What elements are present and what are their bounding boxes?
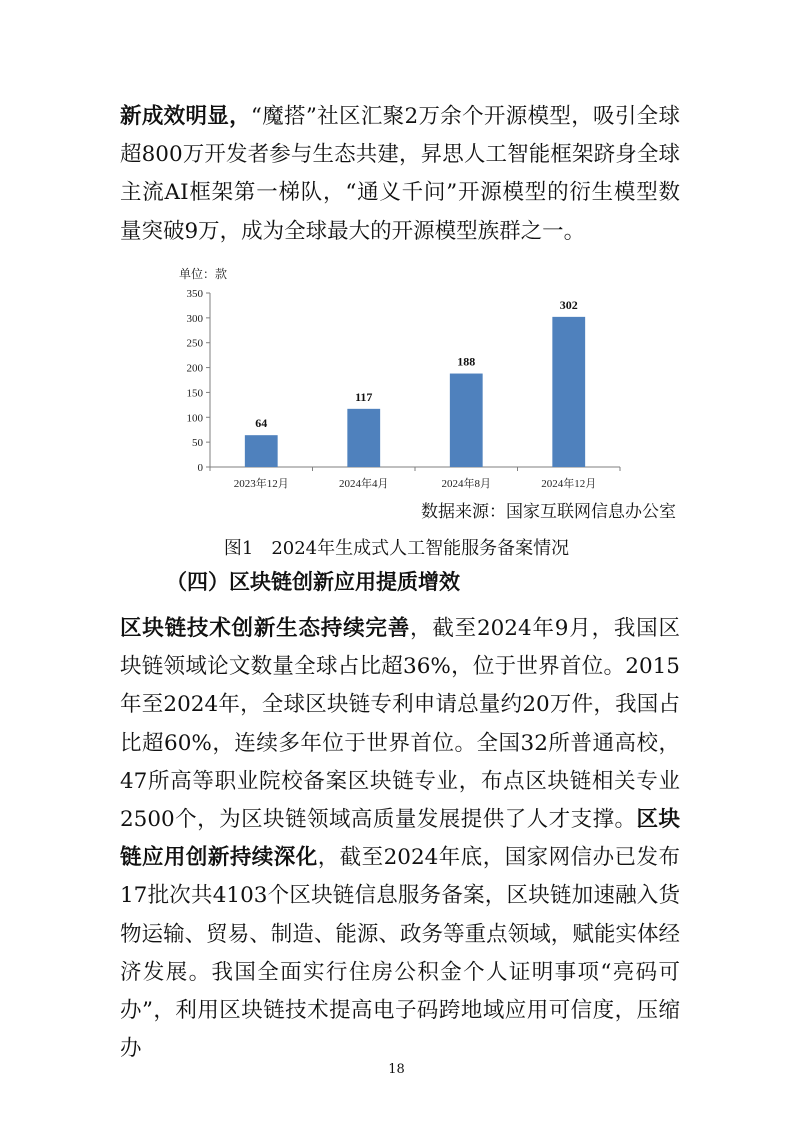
intro-paragraph bbox=[120, 98, 680, 251]
x-category-label-4: 2024年12月 bbox=[541, 478, 597, 490]
x-category-label-3: 2024年8月 bbox=[441, 478, 491, 490]
blockchain-paragraph bbox=[120, 610, 680, 1068]
y-tick-label: 100 bbox=[186, 412, 203, 425]
blockchain-lead-bold-2: 区块链应用创新持续深化 bbox=[120, 807, 680, 871]
bar-1 bbox=[245, 435, 278, 467]
chart-source: 数据来源：国家互联网信息办公室 bbox=[421, 502, 676, 522]
figure-number: 图1 bbox=[223, 538, 254, 559]
y-tick-label: 250 bbox=[186, 337, 203, 350]
bar-chart-svg bbox=[175, 262, 635, 502]
x-category-label-1: 2023年12月 bbox=[233, 478, 289, 490]
blockchain-text-2: ，截至2024年底，国家网信办已发布17批次共4103个区块链信息服务备案，区块链加速融入货物运输、贸易、制造、能源、政务等重点领域，赋能实体经济发展。我国全面实行住房公积金个人证明事项“亮码可办”，利用区块链技术提高电子码跨地域应用可信度，压缩办 bbox=[120, 845, 680, 1062]
y-tick-label: 350 bbox=[186, 288, 203, 300]
data-label-2: 117 bbox=[355, 389, 373, 404]
bar-2 bbox=[347, 409, 380, 467]
blockchain-text-1: ，截至2024年9月，我国区块链领域论文数量全球占比超36%，位于世界首位。2015年至2024年，全球区块链专利申请总量约20万件，我国占比超60%，连续多年位于世界首位。全国32所普通高校，47所高等职业院校备案区块链专业，布点区块链相关专业2500个，为区块链领域高质量发展提供了人才支撑。 bbox=[120, 616, 680, 833]
figure-caption bbox=[0, 536, 793, 562]
data-label-4: 302 bbox=[559, 297, 578, 312]
figure-title: 2024年生成式人工智能服务备案情况 bbox=[271, 538, 570, 559]
y-tick-label: 150 bbox=[186, 387, 203, 400]
x-category-label-2: 2024年4月 bbox=[339, 478, 389, 490]
y-tick-label: 300 bbox=[186, 312, 203, 325]
y-tick-label: 200 bbox=[186, 362, 203, 375]
chart-unit-label: 单位：款 bbox=[179, 267, 228, 281]
blockchain-lead-bold-1: 区块链技术创新生态持续完善 bbox=[120, 616, 411, 641]
data-label-3: 188 bbox=[457, 354, 476, 369]
data-label-1: 64 bbox=[255, 416, 268, 431]
page-number: 18 bbox=[388, 1062, 405, 1077]
y-tick-label: 50 bbox=[192, 437, 203, 450]
bar-3 bbox=[450, 374, 483, 467]
bar-chart bbox=[175, 262, 635, 502]
intro-text: “魔搭”社区汇聚2万余个开源模型，吸引全球超800万开发者参与生态共建，昇思人工智能框架跻身全球主流AI框架第一梯队，“通义千问”开源模型的衍生模型数量突破9万，成为全球最大的开源模型族群之一。 bbox=[120, 104, 680, 244]
y-tick-label: 0 bbox=[197, 462, 203, 474]
bar-4 bbox=[552, 317, 585, 467]
section-heading: （四）区块链创新应用提质增效 bbox=[166, 570, 460, 594]
intro-lead-bold: 新成效明显， bbox=[120, 104, 251, 129]
